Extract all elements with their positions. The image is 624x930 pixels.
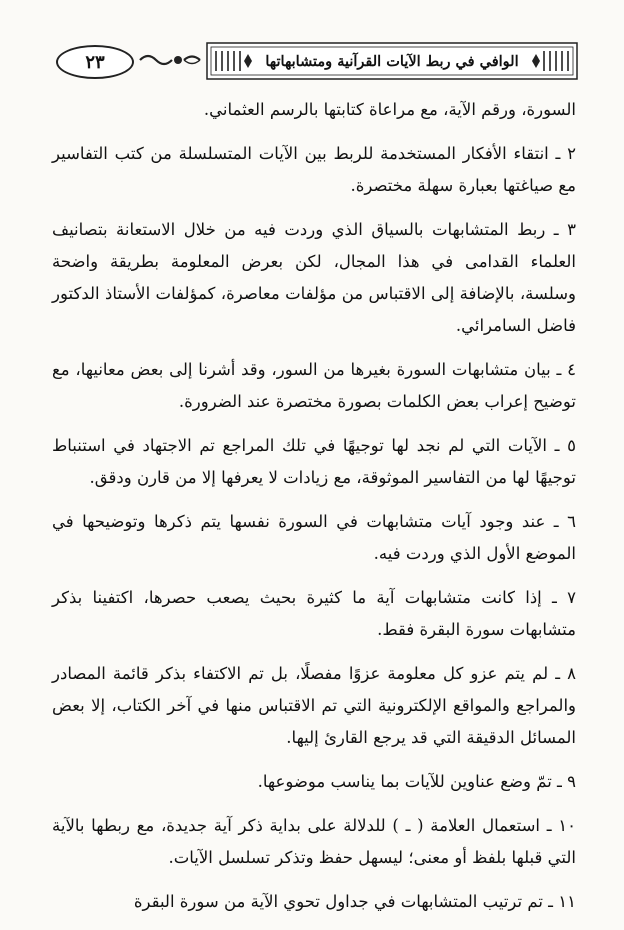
flourish-ornament-icon	[138, 50, 202, 70]
list-item-9: ٩ ـ تمّ وضع عناوين للآيات بما يناسب موضوعها.	[257, 772, 576, 791]
list-item-7: ٧ ـ إذا كانت متشابهات آية ما كثيرة بحيث يصعب حصرها، اكتفينا بذكر متشابهات سورة البقرة فقط.	[52, 588, 576, 639]
page-number: ٢٣	[56, 45, 134, 79]
page-body	[52, 94, 576, 930]
list-item-4: ٤ ـ بيان متشابهات السورة بغيرها من السور، وقد أشرنا إلى بعض معانيها، مع توضيح إعراب بعض الكلمات بصورة مختصرة عند الضرورة.	[52, 360, 576, 411]
list-item-6: ٦ ـ عند وجود آيات متشابهات في السورة نفسها يتم ذكرها وتوضيحها في الموضع الأول الذي وردت فيه.	[52, 512, 576, 563]
list-item-2: ٢ ـ انتقاء الأفكار المستخدمة للربط بين الآيات المتسلسلة من كتب التفاسير مع صياغتها بعبارة سهلة مختصرة.	[52, 144, 576, 195]
running-title-banner	[206, 42, 578, 80]
list-item-5: ٥ ـ الآيات التي لم نجد لها توجيهًا في تلك المراجع تم الاجتهاد في استنباط توجيهًا لها من التفاسير الموثوقة، مع زيادات لا يعرفها إلا من قارن ودقق.	[52, 436, 576, 487]
list-item-3: ٣ ـ ربط المتشابهات بالسياق الذي وردت فيه من خلال الاستعانة بتصانيف العلماء القدامى في هذا المجال، لكن بعرض المعلومة بطريقة واضحة وسلسة، بالإضافة إلى الاقتباس من مؤلفات معاصرة، كمؤلفات الأستاذ الدكتور فاضل السامرائي.	[52, 220, 576, 335]
list-item-8: ٨ ـ لم يتم عزو كل معلومة عزوًا مفصلًا، بل تم الاكتفاء بذكر قائمة المصادر والمراجع والمواقع الإلكترونية التي تم الاقتباس منها في آخر الكتاب، إلا بعض المسائل الدقيقة التي قد يرجع القارئ إليها.	[52, 664, 576, 747]
running-title: الوافي في ربط الآيات القرآنية ومتشابهاتها	[265, 52, 519, 70]
list-item-11: ١١ ـ تم ترتيب المتشابهات في جداول تحوي الآية من سورة البقرة	[133, 892, 576, 911]
paragraph-continuation: السورة، ورقم الآية، مع مراعاة كتابتها بالرسم العثماني.	[203, 100, 576, 119]
list-item-10: ١٠ ـ استعمال العلامة ( ـ ) للدلالة على بداية ذكر آية جديدة، مع ربطها بالآية التي قبلها بلفظ أو معنى؛ ليسهل حفظ وتذكر تسلسل الآيات.	[52, 816, 576, 867]
page-header	[56, 38, 578, 86]
